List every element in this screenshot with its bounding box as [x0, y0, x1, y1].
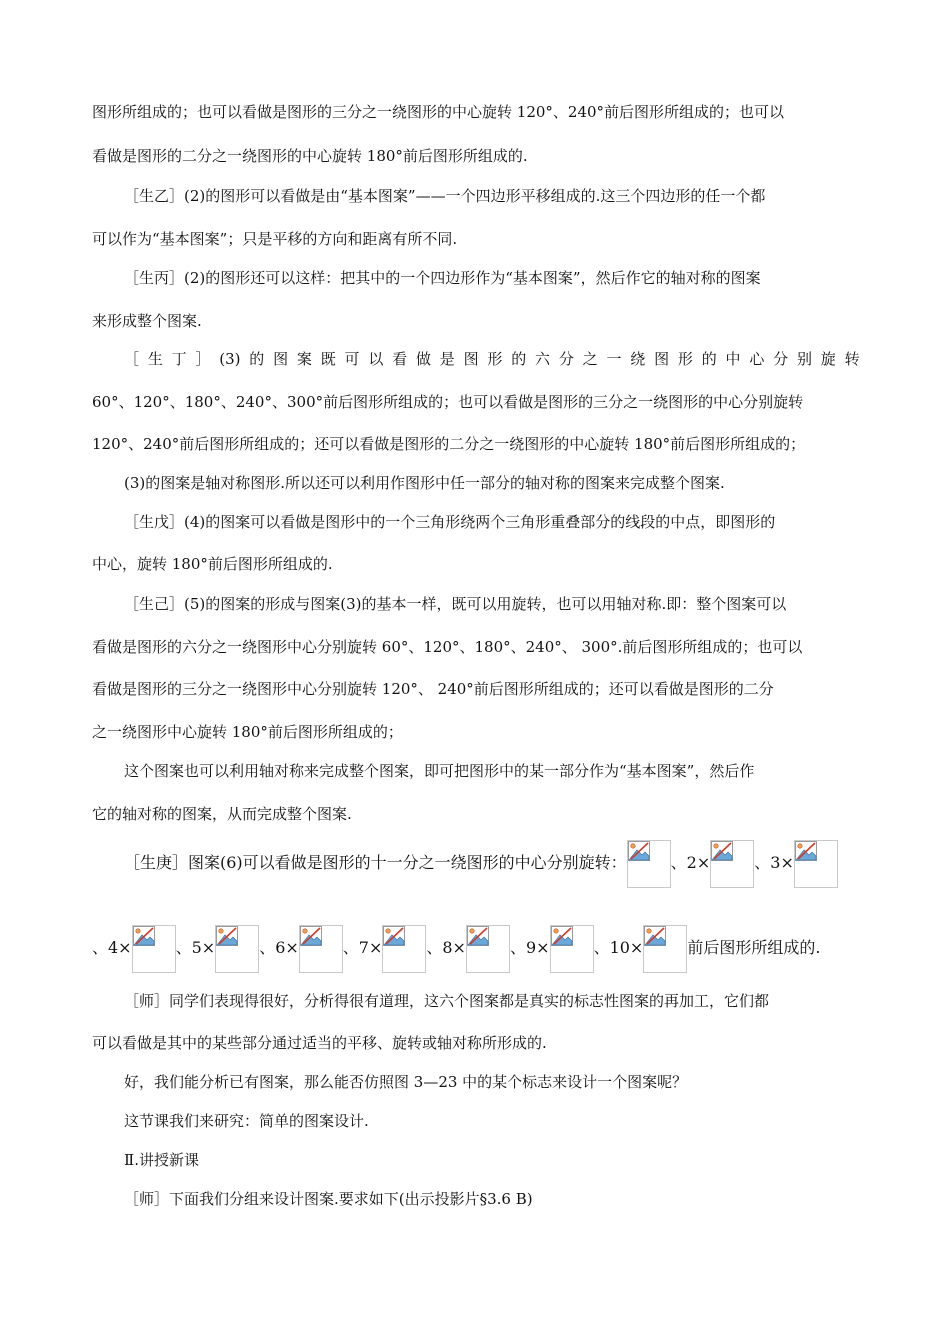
broken-image-icon — [628, 841, 650, 861]
paragraph-7-line-4: 之一绕图形中心旋转 180°前后图形所组成的； — [92, 723, 403, 741]
paragraph-7-line-3: 看做是图形的三分之一绕图形中心分别旋转 120°、 240°前后图形所组成的；还可以看做是图形的二分 — [92, 680, 774, 698]
text-token: 图 — [273, 350, 289, 368]
paragraph-9-separator: 、6× — [259, 938, 299, 957]
text-token: 生 — [147, 350, 163, 368]
broken-image-icon — [300, 926, 322, 946]
text-token: 丁 — [171, 350, 187, 368]
paragraph-2-line-2: 可以作为“基本图案”；只是平移的方向和距离有所不同. — [92, 230, 458, 248]
broken-image-icon — [711, 841, 733, 861]
text-token: (3) — [219, 350, 241, 368]
paragraph-8-line-1: 这个图案也可以利用轴对称来完成整个图案，即可把图形中的某一部分作为“基本图案”，然后作 — [124, 762, 755, 780]
text-token: ］ — [195, 350, 211, 368]
image-placeholder — [215, 925, 259, 973]
paragraph-3-line-1: ［生丙］(2)的图形还可以这样：把其中的一个四边形作为“基本图案”，然后作它的轴对称的图案 — [124, 269, 761, 287]
paragraph-9-row-2 — [92, 925, 820, 973]
image-placeholder — [794, 840, 838, 888]
image-placeholder — [550, 925, 594, 973]
paragraph-9-separator: 、5× — [175, 938, 216, 957]
paragraph-6-line-1: ［生戊］(4)的图案可以看做是图形中的一个三角形绕两个三角形重叠部分的线段的中点，即图形的 — [124, 513, 776, 531]
paragraph-5-line-1: (3)的图案是轴对称图形.所以还可以利用作图形中任一部分的轴对称的图案来完成整个图案. — [124, 474, 725, 492]
paragraph-9-separator: 、2× — [670, 853, 711, 872]
section-heading: Ⅱ.讲授新课 — [124, 1151, 199, 1169]
paragraph-2-line-1: ［生乙］(2)的图形可以看做是由“基本图案”——一个四边形平移组成的.这三个四边形的任一个都 — [124, 187, 766, 205]
image-placeholder — [643, 925, 687, 973]
text-token: 六 — [535, 350, 551, 368]
paragraph-12-line-1: 这节课我们来研究：简单的图案设计. — [124, 1112, 369, 1130]
image-placeholder — [382, 925, 426, 973]
paragraph-8-line-2: 它的轴对称的图案，从而完成整个图案. — [92, 805, 352, 823]
paragraph-1-line-1: 图形所组成的；也可以看做是图形的三分之一绕图形的中心旋转 120°、240°前后图形所组成的；也可以 — [92, 103, 785, 121]
text-token: 旋 — [820, 350, 836, 368]
text-token: 做 — [415, 350, 431, 368]
paragraph-9-separator: 、4× — [92, 938, 132, 957]
text-token: 可 — [344, 350, 360, 368]
text-token: 别 — [796, 350, 812, 368]
paragraph-14-line-1: ［师］下面我们分组来设计图案.要求如下(出示投影片§3.6 B) — [124, 1190, 533, 1208]
text-token: 的 — [249, 350, 265, 368]
paragraph-6-line-2: 中心，旋转 180°前后图形所组成的. — [92, 555, 333, 573]
paragraph-9-row-1 — [124, 840, 838, 888]
paragraph-9-lead: ［生庚］图案(6)可以看做是图形的十一分之一绕图形的中心分别旋转： — [124, 853, 627, 872]
broken-image-icon — [551, 926, 573, 946]
text-token: 图 — [463, 350, 479, 368]
text-token: 之 — [582, 350, 598, 368]
image-placeholder — [132, 925, 176, 973]
paragraph-9-separator: 、9× — [509, 938, 550, 957]
broken-image-icon — [133, 926, 155, 946]
text-token: 中 — [725, 350, 741, 368]
paragraph-9-tail: 前后图形所组成的. — [687, 938, 821, 957]
paragraph-10-line-2: 可以看做是其中的某些部分通过适当的平移、旋转或轴对称所形成的. — [92, 1034, 547, 1052]
paragraph-9-separator: 、7× — [342, 938, 383, 957]
text-token: 一 — [606, 350, 622, 368]
image-placeholder — [710, 840, 754, 888]
text-token: 心 — [749, 350, 765, 368]
text-token: 形 — [677, 350, 693, 368]
broken-image-icon — [644, 926, 666, 946]
image-placeholder — [299, 925, 343, 973]
paragraph-9-separator: 、3× — [754, 853, 794, 872]
paragraph-4-line-1 — [124, 348, 860, 370]
paragraph-7-line-2: 看做是图形的六分之一绕图形中心分别旋转 60°、120°、180°、240°、 300°.前后图形所组成的；也可以 — [92, 638, 803, 656]
paragraph-9-separator: 、8× — [426, 938, 466, 957]
text-token: 图 — [654, 350, 670, 368]
paragraph-10-line-1: ［师］同学们表现得很好，分析得很有道理，这六个图案都是真实的标志性图案的再加工，它们都 — [124, 992, 770, 1010]
image-placeholder — [466, 925, 510, 973]
text-token: 是 — [439, 350, 455, 368]
text-token: 既 — [320, 350, 336, 368]
paragraph-3-line-2: 来形成整个图案. — [92, 312, 202, 330]
paragraph-11-line-1: 好，我们能分析已有图案，那么能否仿照图 3—23 中的某个标志来设计一个图案呢？ — [124, 1073, 688, 1091]
text-token: 绕 — [630, 350, 646, 368]
paragraph-1-line-2: 看做是图形的二分之一绕图形的中心旋转 180°前后图形所组成的. — [92, 147, 528, 165]
broken-image-icon — [467, 926, 489, 946]
image-placeholder — [627, 840, 671, 888]
paragraph-9-separator: 、10× — [593, 938, 644, 957]
text-token: 转 — [844, 350, 860, 368]
paragraph-4-line-3: 120°、240°前后图形所组成的；还可以看做是图形的二分之一绕图形的中心旋转 180°前后图形所组成的； — [92, 435, 806, 453]
paragraph-4-line-2: 60°、120°、180°、240°、300°前后图形所组成的；也可以看做是图形的三分之一绕图形的中心分别旋转 — [92, 393, 804, 411]
text-token: 以 — [368, 350, 384, 368]
text-token: 案 — [296, 350, 312, 368]
broken-image-icon — [216, 926, 238, 946]
text-token: 形 — [487, 350, 503, 368]
broken-image-icon — [795, 841, 817, 861]
text-token: 的 — [511, 350, 527, 368]
paragraph-7-line-1: ［生己］(5)的图案的形成与图案(3)的基本一样，既可以用旋转，也可以用轴对称.即：整个图案可以 — [124, 595, 787, 613]
text-token: 的 — [701, 350, 717, 368]
text-token: 分 — [558, 350, 574, 368]
text-token: 分 — [773, 350, 789, 368]
text-token: ［ — [124, 350, 140, 368]
broken-image-icon — [383, 926, 405, 946]
text-token: 看 — [392, 350, 408, 368]
